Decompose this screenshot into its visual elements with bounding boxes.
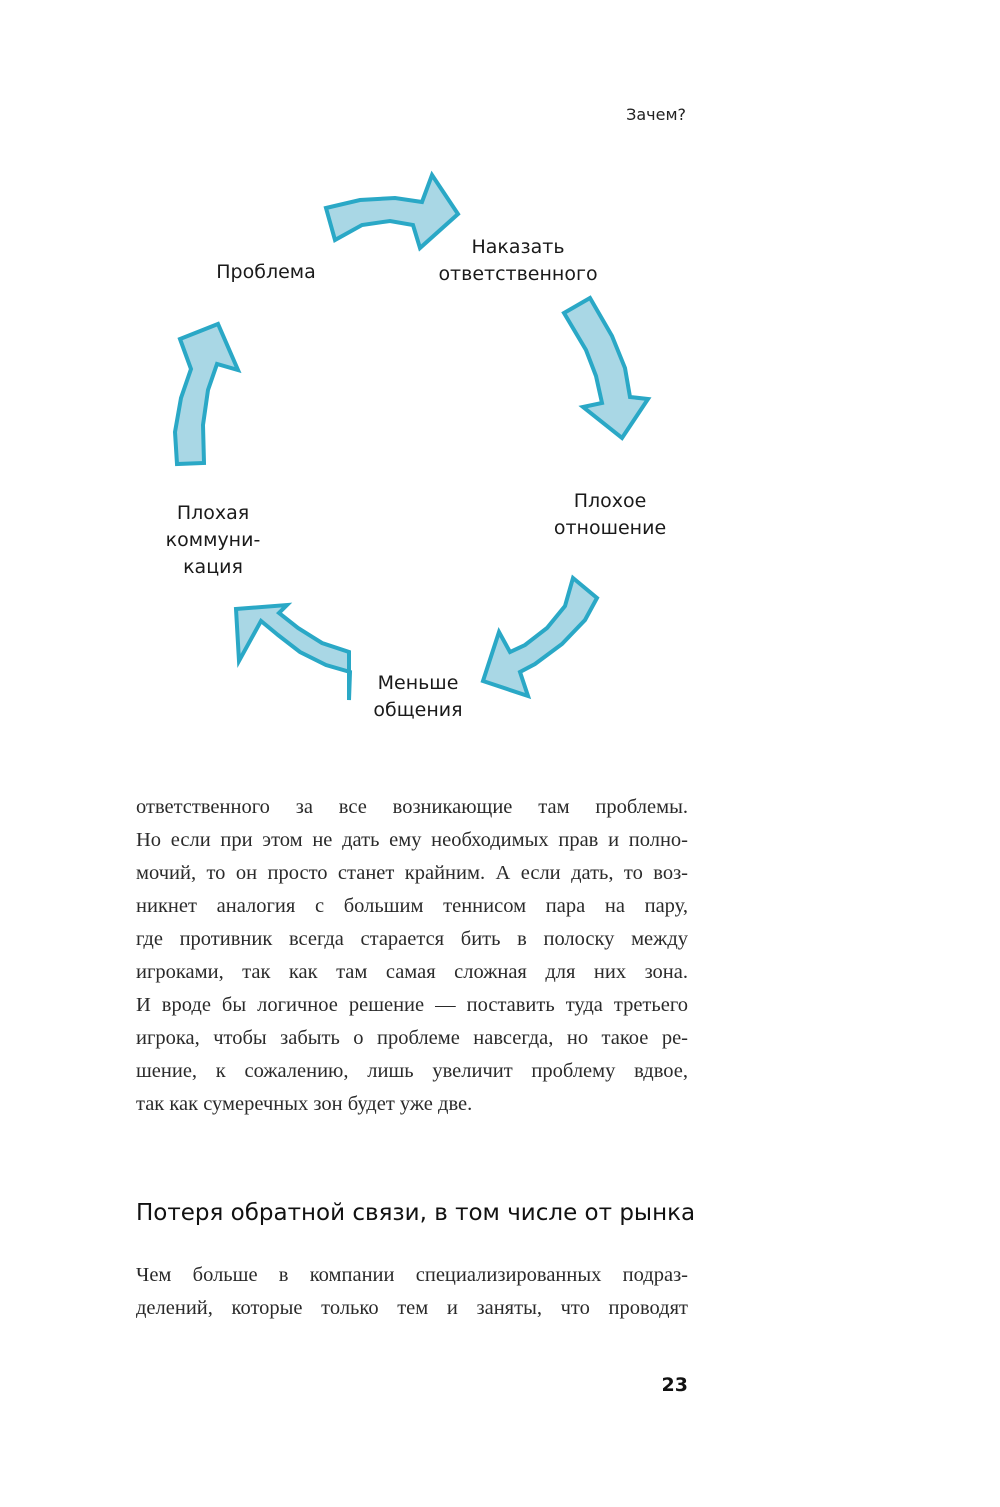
running-head: Зачем? xyxy=(626,105,686,124)
cycle-arrow-4 xyxy=(236,605,350,700)
node-bad-attitude: Плохое отношение xyxy=(553,490,667,539)
text-line: И вроде бы логичное решение — поставить туда третьего xyxy=(136,994,688,1016)
text-line: никнет аналогия с большим теннисом пара на пару, xyxy=(136,895,688,917)
page-number: 23 xyxy=(661,1374,688,1396)
text-line: так как сумеречных зон будет уже две. xyxy=(136,1093,473,1115)
text-line: Но если при этом не дать ему необходимых прав и полно- xyxy=(136,829,688,851)
node-problem: Проблема xyxy=(216,261,316,283)
cycle-arrow-2 xyxy=(564,298,648,438)
text-line: игроками, так как там самая сложная для них зона. xyxy=(136,961,688,983)
paragraph-2 xyxy=(136,1259,688,1325)
text-line: делений, которые только тем и заняты, что проводят xyxy=(136,1297,688,1319)
text-line: ответственного за все возникающие там проблемы. xyxy=(136,796,688,818)
text-line: игрока, чтобы забыть о проблеме навсегда, но такое ре- xyxy=(136,1027,688,1049)
node-less-communication: Меньше общения xyxy=(373,672,463,721)
node-bad-communication: Плохая коммуни- кация xyxy=(165,502,261,578)
paragraph-1 xyxy=(136,791,688,1121)
text-line: шение, к сожалению, лишь увеличит проблему вдвое, xyxy=(136,1060,688,1082)
cycle-arrow-5 xyxy=(175,324,238,464)
text-line: Чем больше в компании специализированных подраз- xyxy=(136,1264,688,1286)
node-punish-responsible: Наказать ответственного xyxy=(438,236,598,285)
text-line: мочий, то он просто станет крайним. А если дать, то воз- xyxy=(136,862,688,884)
section-heading: Потеря обратной связи, в том числе от рынка xyxy=(136,1200,696,1226)
cycle-arrow-3 xyxy=(483,578,597,696)
text-line: где противник всегда старается бить в полоску между xyxy=(136,928,688,950)
